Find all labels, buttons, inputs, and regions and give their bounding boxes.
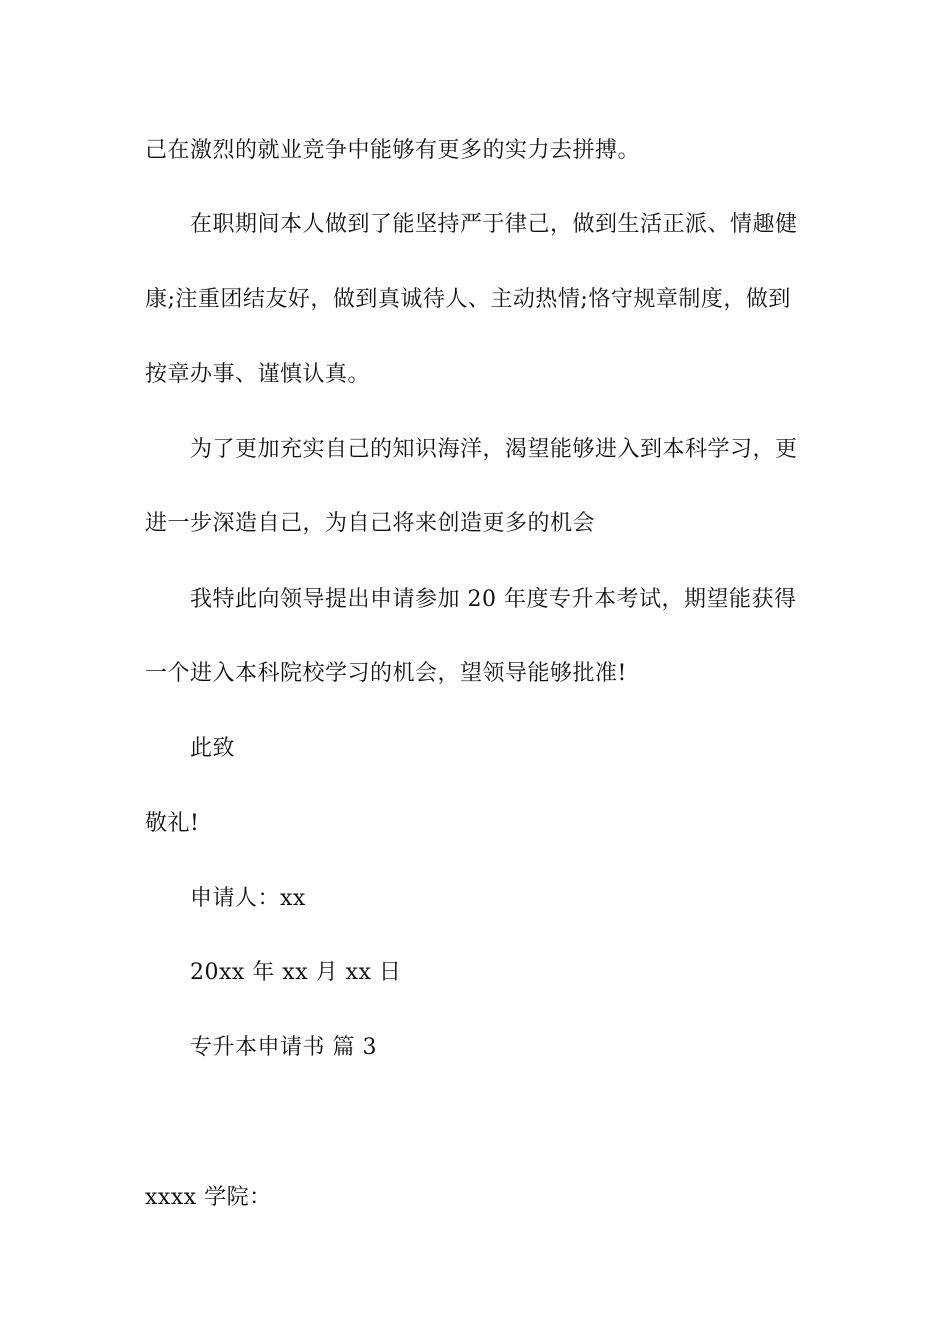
paragraph-line: 一个进入本科院校学习的机会，望领导能够批准! — [145, 661, 627, 686]
closing-salutation: 此致 — [190, 736, 236, 761]
applicant-signature: 申请人：xx — [190, 886, 306, 911]
paragraph-line: 为了更加充实自己的知识海洋，渴望能够进入到本科学习，更 — [190, 437, 798, 462]
recipient-line: xxxx 学院： — [145, 1185, 272, 1210]
closing-regards: 敬礼! — [145, 811, 200, 836]
paragraph-line: 我特此向领导提出申请参加 20 年度专升本考试，期望能获得 — [190, 587, 797, 612]
paragraph-line: 按章办事、谨慎认真。 — [145, 362, 371, 387]
paragraph-line: 在职期间本人做到了能坚持严于律己，做到生活正派、情趣健 — [190, 212, 798, 237]
paragraph-line: 康;注重团结友好，做到真诚待人、主动热情;恪守规章制度，做到 — [145, 287, 791, 312]
signature-date: 20xx 年 xx 月 xx 日 — [190, 960, 402, 985]
paragraph-line: 进一步深造自己，为自己将来创造更多的机会 — [145, 511, 596, 536]
section-heading: 专升本申请书 篇 3 — [190, 1035, 377, 1060]
paragraph-line: 己在激烈的就业竞争中能够有更多的实力去拼搏。 — [145, 138, 641, 163]
